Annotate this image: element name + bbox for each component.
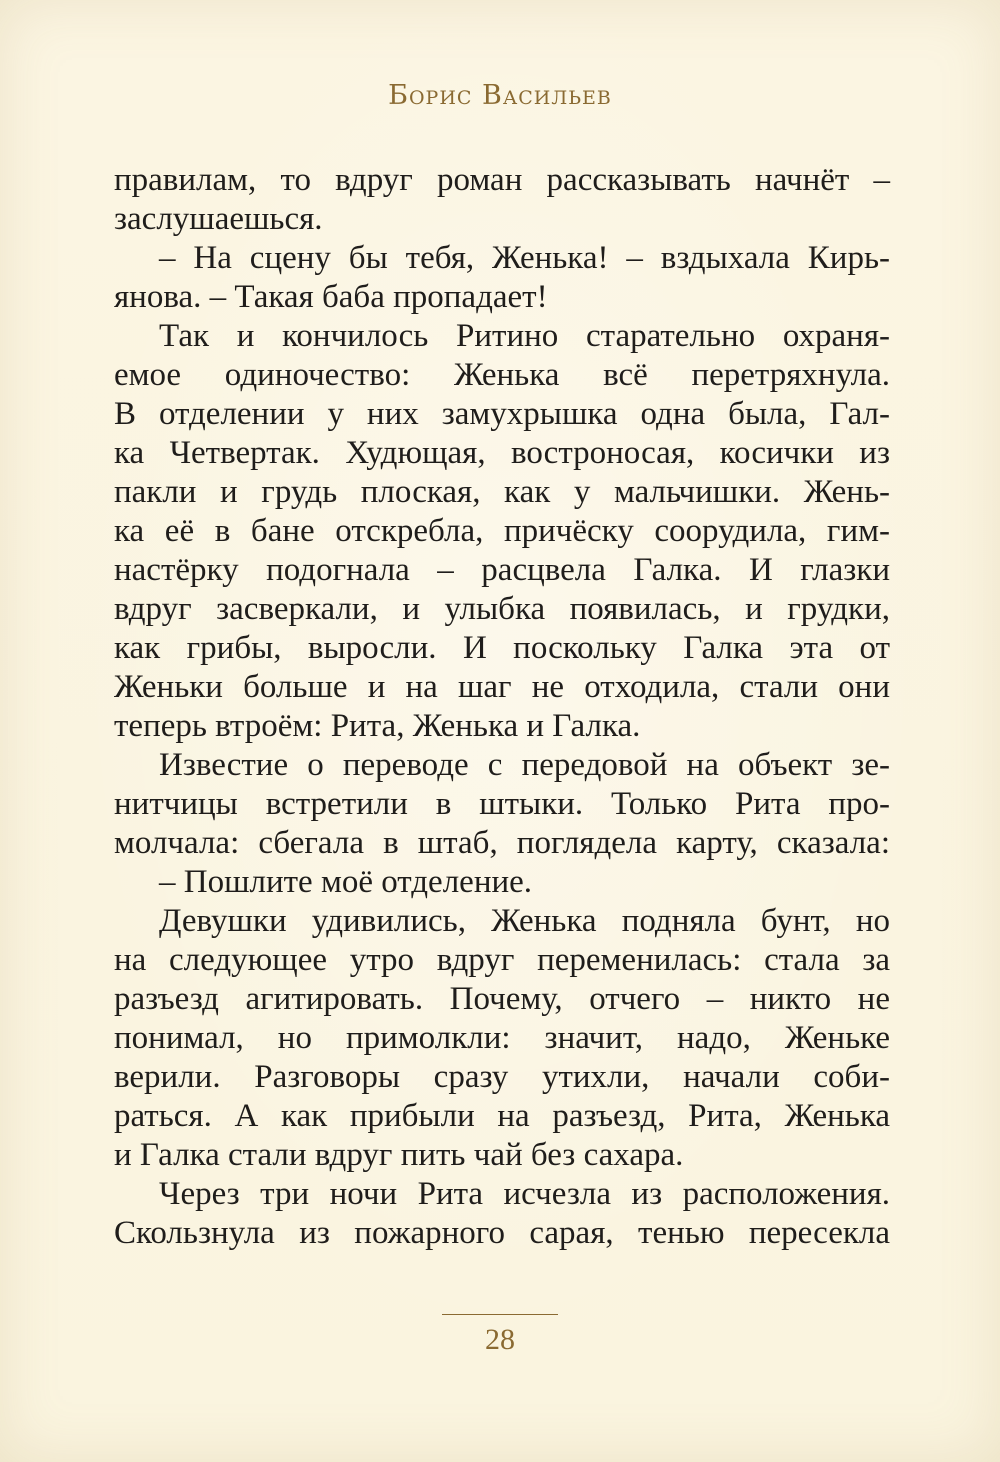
text-line: Через три ночи Рита исчезла из расположения. [159,1176,890,1212]
text-line: нитчицы встретили в штыки. Только Рита про- [114,786,890,822]
text-line: – На сцену бы тебя, Женька! – вздыхала Кирь- [159,240,890,276]
page-number: 28 [485,1323,515,1356]
text-line: правилам, то вдруг роман рассказывать начнёт – [114,162,890,198]
text-line: Так и кончилось Ритино старательно охраня- [159,318,890,354]
text-line: на следующее утро вдруг переменилась: стала за [114,942,890,978]
text-line: пакли и грудь плоская, как у мальчишки. Жень- [114,474,890,510]
text-line: Женьки больше и на шаг не отходила, стали они [114,669,890,705]
text-line: раться. А как прибыли на разъезд, Рита, Женька [114,1098,890,1134]
text-line: теперь втроём: Рита, Женька и Галка. [114,708,641,744]
text-line: понимал, но примолкли: значит, надо, Женьке [114,1020,890,1056]
text-line: Известие о переводе с передовой на объект зе- [159,747,890,783]
text-line: В отделении у них замухрышка одна была, Гал- [114,396,890,432]
running-head-author: Борис Васильев [388,80,612,111]
text-line: ка её в бане отскребла, причёску соорудила, гим- [114,513,890,549]
text-line: и Галка стали вдруг пить чай без сахара. [114,1137,684,1173]
text-line: молчала: сбегала в штаб, поглядела карту, сказала: [114,825,890,861]
text-line: емое одиночество: Женька всё перетряхнула. [114,357,890,393]
text-line: – Пошлите моё отделение. [159,864,533,900]
text-line: верили. Разговоры сразу утихли, начали соби- [114,1059,890,1095]
text-line: заслушаешься. [114,201,323,237]
text-line: ка Четвертак. Худющая, востроносая, косички из [114,435,890,471]
text-line: Девушки удивились, Женька подняла бунт, но [159,903,890,939]
text-line: настёрку подогнала – расцвела Галка. И глазки [114,552,890,588]
text-line: Скользнула из пожарного сарая, тенью пересекла [114,1215,890,1251]
text-line: разъезд агитировать. Почему, отчего – никто не [114,981,890,1017]
footer-divider [442,1314,558,1315]
text-line: янова. – Такая баба пропадает! [114,279,548,315]
text-line: вдруг засверкали, и улыбка появилась, и грудки, [114,591,890,627]
text-line: как грибы, выросли. И поскольку Галка эта от [114,630,890,666]
